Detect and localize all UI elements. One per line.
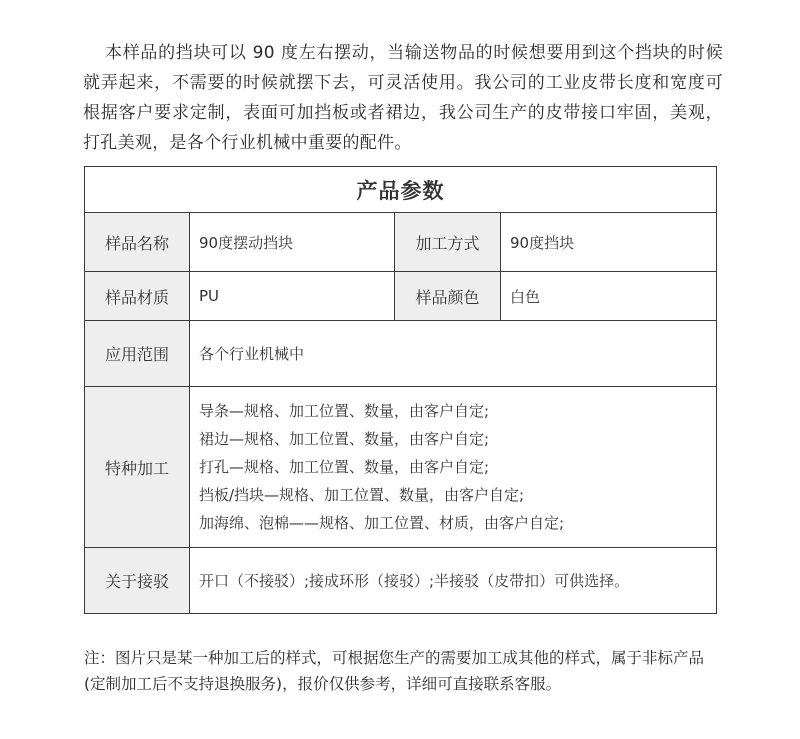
joint-value: 开口（不接驳）;接成环形（接驳）;半接驳（皮带扣）可供选择。 xyxy=(190,548,717,614)
joint-label: 关于接驳 xyxy=(85,548,190,614)
material-value: PU xyxy=(190,272,395,321)
application-value: 各个行业机械中 xyxy=(190,321,717,387)
special-item: 加海绵、泡棉——规格、加工位置、材质，由客户自定; xyxy=(199,514,565,532)
process-value: 90度挡块 xyxy=(501,213,717,272)
table-row xyxy=(85,213,717,272)
material-label: 样品材质 xyxy=(85,272,190,321)
special-label: 特种加工 xyxy=(85,387,190,548)
table-title-row xyxy=(85,167,717,213)
table-row xyxy=(85,548,717,614)
table-title: 产品参数 xyxy=(85,167,717,213)
special-items xyxy=(190,387,717,548)
name-value: 90度摆动挡块 xyxy=(190,213,395,272)
special-item: 挡板/挡块—规格、加工位置、数量，由客户自定; xyxy=(199,486,525,504)
intro-paragraph: 本样品的挡块可以 90 度左右摆动，当输送物品的时候想要用到这个挡块的时候就弄起来，不需要的时候就摆下去，可灵活使用。我公司的工业皮带长度和宽度可根据客户要求定制，表面可加挡板或者裙边，我公司生产的皮带接口牢固，美观，打孔美观，是各个行业机械中重要的配件。 xyxy=(83,43,723,153)
table-row xyxy=(85,272,717,321)
product-params-table xyxy=(84,166,717,614)
color-label: 样品颜色 xyxy=(395,272,501,321)
color-value: 白色 xyxy=(501,272,717,321)
special-item: 裙边—规格、加工位置、数量，由客户自定; xyxy=(199,430,490,448)
special-item: 导条—规格、加工位置、数量，由客户自定; xyxy=(199,402,490,420)
process-label: 加工方式 xyxy=(395,213,501,272)
special-item: 打孔—规格、加工位置、数量，由客户自定; xyxy=(199,458,490,476)
name-label: 样品名称 xyxy=(85,213,190,272)
footnote: 注：图片只是某一种加工后的样式，可根据您生产的需要加工成其他的样式，属于非标产品(定制加工后不支持退换服务)，报价仅供参考，详细可直接联系客服。 xyxy=(84,648,705,693)
application-label: 应用范围 xyxy=(85,321,190,387)
table-row xyxy=(85,321,717,387)
table-row xyxy=(85,387,717,548)
